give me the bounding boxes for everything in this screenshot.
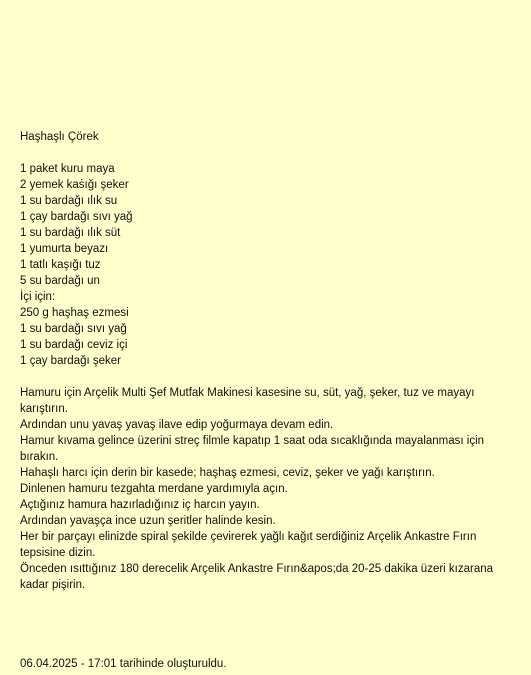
- ingredient-list: [20, 161, 520, 369]
- ingredient-item: 1 su bardağı ılık su: [20, 195, 118, 207]
- ingredient-item: 2 yemek kaṡığı şeker: [20, 179, 129, 191]
- ingredient-item: 1 çay bardağı sıvı yağ: [20, 211, 133, 223]
- ingredient-item: 1 su bardağı ılık süt: [20, 227, 121, 239]
- instruction-step: Hahaşlı harcı için derin bir kasede; haşhaş ezmesi, ceviz, şeker ve yağı karıştırın.: [20, 467, 435, 479]
- ingredient-item: 1 çay bardağı şeker: [20, 355, 122, 367]
- instruction-step: Her bir parçayı elinizde spiral şekilde çevirerek yağlı kağıt serdiğiniz Arçelik Ankastre Fırın tepsisine dizin.: [20, 531, 480, 559]
- ingredient-item: 1 tatlı kaşığı tuz: [20, 259, 101, 271]
- ingredient-item: 5 su bardağı un: [20, 275, 100, 287]
- instruction-step: Önceden ısıttığınız 180 derecelik Arçelik Ankastre Fırın&apos;da 20-25 dakika üzeri kızarana kadar pişirin.: [20, 563, 497, 591]
- instruction-step: Ardından yavaşça ince uzun şeritler halinde kesin.: [20, 515, 276, 527]
- ingredient-item: 1 su bardağı ceviz içi: [20, 339, 128, 351]
- instruction-step: Dinlenen hamuru tezgahta merdane yardımıyla açın.: [20, 483, 288, 495]
- created-timestamp: 06.04.2025 - 17:01 tarihinde oluşturuldu.: [20, 658, 227, 670]
- instruction-step: Açtığınız hamura hazırladığınız iç harcın yayın.: [20, 499, 260, 511]
- ingredient-item: 1 yumurta beyazı: [20, 243, 109, 255]
- instruction-list: [20, 385, 520, 593]
- instruction-step: Hamuru için Arçelik Multi Şef Mutfak Makinesi kasesine su, süt, yağ, şeker, tuz ve mayayı karıştırın.: [20, 387, 478, 415]
- filling-heading: İçi için:: [20, 291, 56, 303]
- instruction-step: Ardından unu yavaş yavaş ilave edip yoğurmaya devam edin.: [20, 419, 334, 431]
- recipe-document: [20, 129, 520, 593]
- ingredient-item: 1 su bardağı sıvı yağ: [20, 323, 127, 335]
- recipe-title: Haşhaşlı Çörek: [20, 131, 99, 143]
- ingredient-item: 1 paket kuru maya: [20, 163, 115, 175]
- ingredient-item: 250 g haşhaş ezmesi: [20, 307, 129, 319]
- instruction-step: Hamur kıvama gelince üzerini streç filmle kapatıp 1 saat oda sıcaklığında mayalanması için bırakın.: [20, 435, 488, 463]
